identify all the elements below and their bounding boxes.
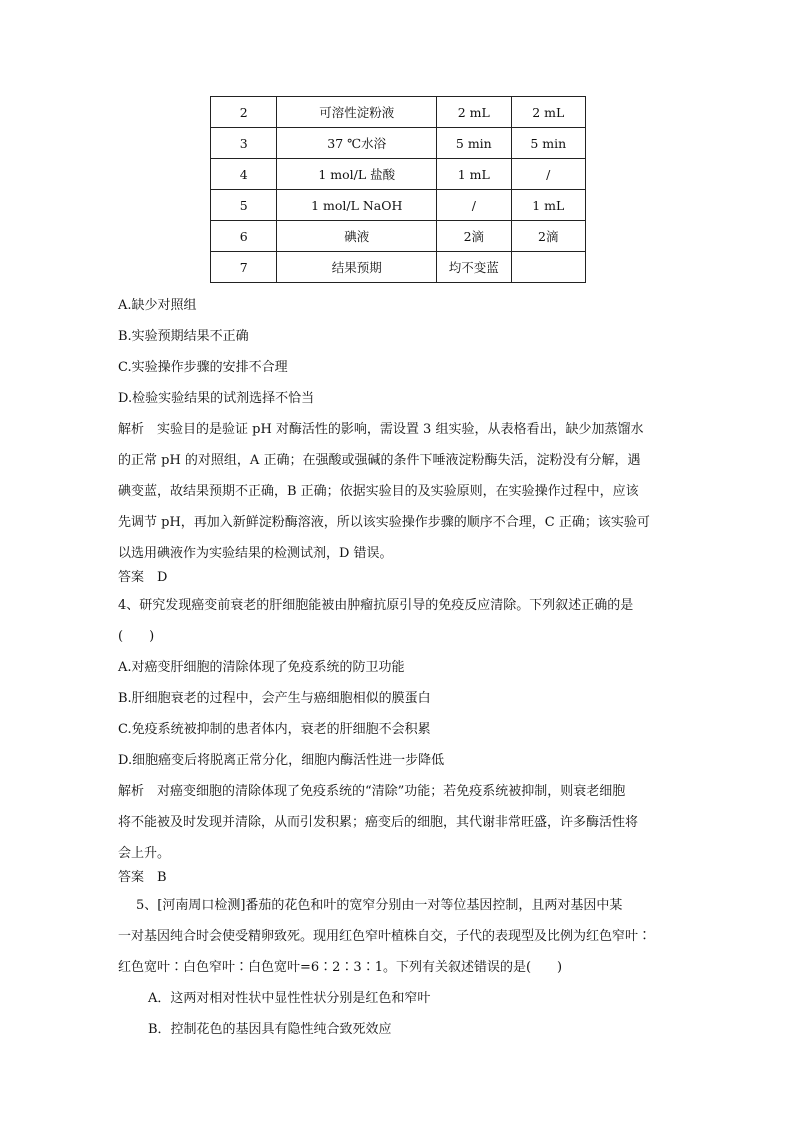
table-cell: 6 bbox=[211, 221, 277, 252]
table-row bbox=[211, 221, 586, 252]
table-cell: 2 mL bbox=[511, 97, 585, 128]
table-cell: 4 bbox=[211, 159, 277, 190]
q4-stem: 4、研究发现癌变前衰老的肝细胞能被由肿瘤抗原引导的免疫反应清除。下列叙述正确的是 bbox=[118, 598, 634, 613]
table-cell: 2 mL bbox=[437, 97, 511, 128]
q3-option-a: A.缺少对照组 bbox=[118, 298, 197, 313]
table-cell: 结果预期 bbox=[277, 252, 437, 283]
q4-answer-paren: ( ) bbox=[118, 629, 155, 644]
table-cell: 均不变蓝 bbox=[437, 252, 511, 283]
table-cell: 1 mL bbox=[511, 190, 585, 221]
q4-option-b: B.肝细胞衰老的过程中，会产生与癌细胞相似的膜蛋白 bbox=[118, 691, 431, 706]
q4-answer: 答案 B bbox=[118, 870, 167, 885]
q4-option-d: D.细胞癌变后将脱离正常分化，细胞内酶活性进一步降低 bbox=[118, 753, 445, 768]
table-cell: 可溶性淀粉液 bbox=[277, 97, 437, 128]
q4-option-c: C.免疫系统被抑制的患者体内，衰老的肝细胞不会积累 bbox=[118, 722, 431, 737]
table-row bbox=[211, 252, 586, 283]
q3-option-c: C.实验操作步骤的安排不合理 bbox=[118, 360, 288, 375]
table-cell: 1 mol/L 盐酸 bbox=[277, 159, 437, 190]
table-cell: 5 min bbox=[511, 128, 585, 159]
q3-analysis-line: 解析 实验目的是验证 pH 对酶活性的影响，需设置 3 组实验，从表格看出，缺少加蒸馏水 bbox=[118, 422, 644, 437]
table-cell: 碘液 bbox=[277, 221, 437, 252]
table-cell: 1 mL bbox=[437, 159, 511, 190]
table-cell: 2 bbox=[211, 97, 277, 128]
table-cell: 37 ℃水浴 bbox=[277, 128, 437, 159]
q4-analysis-line: 解析 对癌变细胞的清除体现了免疫系统的“清除”功能；若免疫系统被抑制，则衰老细胞 bbox=[118, 784, 626, 799]
q3-analysis-line: 以选用碘液作为实验结果的检测试剂，D 错误。 bbox=[118, 546, 393, 561]
q5-option-a: A．这两对相对性状中显性性状分别是红色和窄叶 bbox=[148, 991, 431, 1006]
table-cell: 2滴 bbox=[511, 221, 585, 252]
table-row bbox=[211, 128, 586, 159]
q5-stem-line: 红色宽叶∶白色窄叶∶白色宽叶=6∶2∶3∶1。下列有关叙述错误的是( ) bbox=[118, 960, 563, 975]
q3-analysis-line: 的正常 pH 的对照组，A 正确；在强酸或强碱的条件下唾液淀粉酶失活，淀粉没有分解，遇 bbox=[118, 453, 641, 468]
q3-answer: 答案 D bbox=[118, 570, 168, 585]
q3-analysis-line: 先调节 pH，再加入新鲜淀粉酶溶液，所以该实验操作步骤的顺序不合理，C 正确；该实验可 bbox=[118, 515, 650, 530]
q5-stem-line: 5、[河南周口检测]番茄的花色和叶的宽窄分别由一对等位基因控制，且两对基因中某 bbox=[136, 898, 623, 913]
q4-option-a: A.对癌变肝细胞的清除体现了免疫系统的防卫功能 bbox=[118, 660, 405, 675]
table-row bbox=[211, 97, 586, 128]
q3-option-b: B.实验预期结果不正确 bbox=[118, 329, 249, 344]
table-cell: / bbox=[511, 159, 585, 190]
table-cell: 3 bbox=[211, 128, 277, 159]
table-row bbox=[211, 190, 586, 221]
q5-option-b: B．控制花色的基因具有隐性纯合致死效应 bbox=[148, 1022, 392, 1037]
table-cell: 5 min bbox=[437, 128, 511, 159]
table-cell bbox=[511, 252, 585, 283]
table-cell: 7 bbox=[211, 252, 277, 283]
table-cell: 2滴 bbox=[437, 221, 511, 252]
q3-analysis-line: 碘变蓝，故结果预期不正确，B 正确；依据实验目的及实验原则，在实验操作过程中，应该 bbox=[118, 484, 639, 499]
experiment-table bbox=[210, 96, 586, 283]
table-row bbox=[211, 159, 586, 190]
q4-analysis-line: 会上升。 bbox=[118, 846, 171, 861]
table-cell: / bbox=[437, 190, 511, 221]
q3-option-d: D.检验实验结果的试剂选择不恰当 bbox=[118, 391, 315, 406]
table-cell: 5 bbox=[211, 190, 277, 221]
q5-stem-line: 一对基因纯合时会使受精卵致死。现用红色窄叶植株自交，子代的表现型及比例为红色窄叶∶ bbox=[118, 929, 652, 944]
q4-analysis-line: 将不能被及时发现并清除，从而引发积累；癌变后的细胞，其代谢非常旺盛，许多酶活性将 bbox=[118, 815, 639, 830]
table-cell: 1 mol/L NaOH bbox=[277, 190, 437, 221]
